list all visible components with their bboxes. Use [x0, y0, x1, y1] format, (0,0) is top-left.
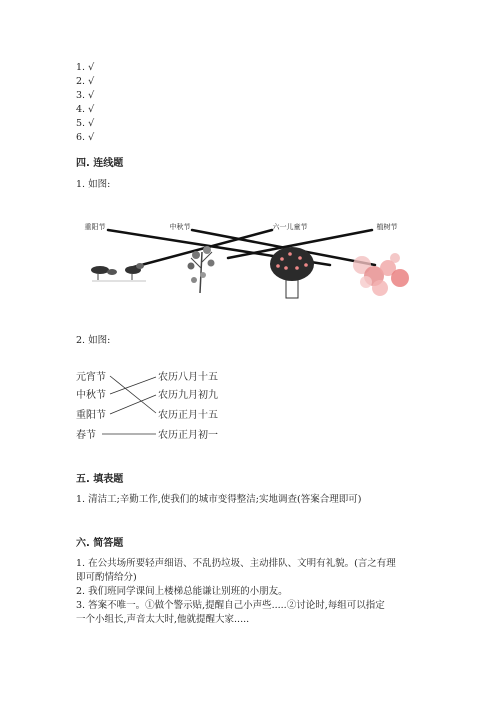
festival-label-0: 重阳节	[84, 223, 106, 231]
match-line	[110, 395, 156, 414]
section6-line-4: 3. 答案不唯一。①做个警示贴,提醒自己小声些.....②讨论时,每组可以指定	[76, 600, 385, 611]
right-item-2: 农历正月十五	[158, 410, 218, 421]
answer-line-5: 5. √	[76, 118, 95, 129]
match-line	[110, 376, 156, 413]
section4-q1: 1. 如图:	[76, 179, 111, 190]
answer-line-4: 4. √	[76, 104, 95, 115]
right-item-0: 农历八月十五	[158, 372, 218, 383]
match-lines	[102, 376, 156, 434]
section6-line-3: 2. 我们班同学课间上楼梯总能谦让别班的小朋友。	[76, 586, 288, 597]
left-item-0: 元宵节	[76, 372, 106, 383]
left-item-2: 重阳节	[76, 410, 106, 421]
section6-line-1: 1. 在公共场所要轻声细语、不乱扔垃圾、主动排队、文明有礼貌。(言之有理	[76, 558, 396, 569]
answer-line-6: 6. √	[76, 132, 95, 143]
answer-line-1: 1. √	[76, 62, 95, 73]
right-item-1: 农历九月初九	[158, 390, 218, 401]
answer-line-2: 2. √	[76, 76, 95, 87]
section5-title: 五. 填表题	[76, 474, 124, 485]
section6-line-5: 一个小组长,声音太大时,他就提醒大家.....	[76, 614, 250, 625]
section4-title: 四. 连线题	[76, 158, 124, 169]
festival-label-2: 六一儿童节	[272, 223, 308, 231]
left-item-1: 中秋节	[76, 390, 106, 401]
answer-line-3: 3. √	[76, 90, 95, 101]
section5-answer: 1. 清洁工;辛勤工作,使我们的城市变得整洁;实地调查(答案合理即可)	[76, 494, 362, 505]
festival-label-3: 植树节	[376, 223, 398, 231]
match-line	[110, 377, 156, 394]
section6-line-2: 即可酌情给分)	[76, 572, 137, 583]
festival-label-1: 中秋节	[169, 223, 191, 231]
right-item-3: 农历正月初一	[158, 430, 218, 441]
section6-title: 六. 简答题	[76, 538, 124, 549]
section4-q2: 2. 如图:	[76, 335, 111, 346]
left-item-3: 春节	[76, 430, 96, 441]
